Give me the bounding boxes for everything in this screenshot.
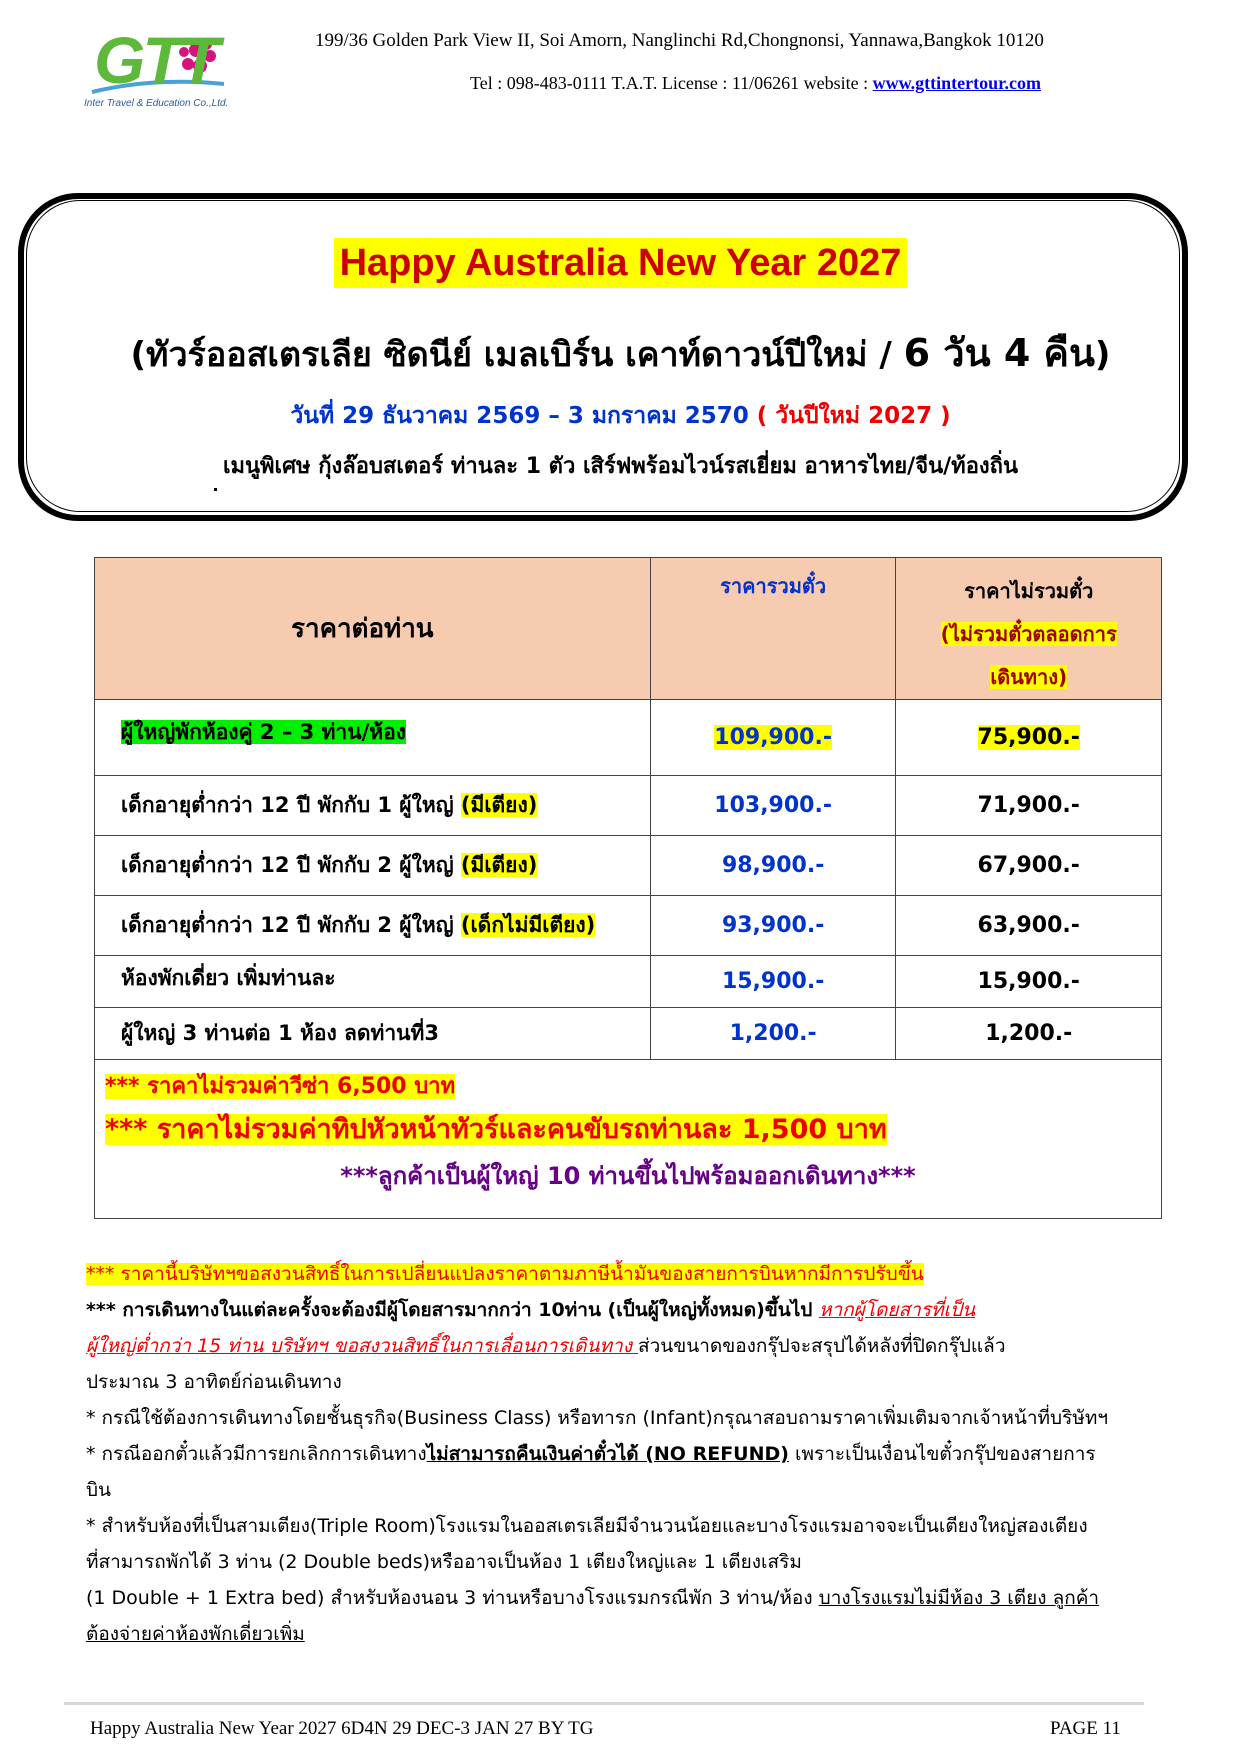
tour-subtitle: (ทัวร์ออสเตรเลีย ซิดนีย์ เมลเบิร์น เคาท์ดาวน์ปีใหม่ / 6 วัน 4 คืน) [130, 331, 1111, 375]
contact-text: Tel : 098-483-0111 T.A.T. License : 11/06261 website : [470, 73, 873, 93]
note-business-class: * กรณีใช้ต้องการเดินทางโดยชั้นธุรกิจ(Business Class) หรือทารก (Infant)กรุณาสอบถามราคาเพิ่มเติมจากเจ้าหน้าที่บริษัทฯ [86, 1407, 1109, 1429]
row-label: ผู้ใหญ่พักห้องคู่ 2 – 3 ท่าน/ห้อง [95, 700, 651, 776]
decorative-dot [214, 488, 217, 491]
table-row [95, 836, 1162, 896]
row-label: เด็กอายุต่ำกว่า 12 ปี พักกับ 2 ผู้ใหญ่ (มีเตียง) [95, 836, 651, 896]
note-fuel-surcharge: *** ราคานี้บริษัทฯขอสงวนสิทธิ์ในการเปลี่ยนแปลงราคาตามภาษีน้ำมันของสายการบินหากมีการปรับขึ้น [86, 1263, 924, 1285]
note-min-passengers: *** การเดินทางในแต่ละครั้งจะต้องมีผู้โดยสารมากกว่า 10ท่าน (เป็นผู้ใหญ่ทั้งหมด)ขึ้นไป หากผู้โดยสารที่เป็น ผู้ใหญ่ต่ำกว่า 15 ท่าน บริษัทฯ ขอสงวนสิทธิ์ในการเลื่อนการเดินทาง ส่วนขนาดของกรุ๊ปจะสรุปได้หลังที่ปิดกรุ๊ปแล้ว ประมาณ 3 อาทิตย์ก่อนเดินทาง [86, 1299, 1006, 1393]
row-price-excl: 67,900.- [896, 836, 1162, 896]
logo-subtext: Inter Travel & Education Co.,Ltd. [84, 98, 229, 109]
row-price-excl: 15,900.- [896, 956, 1162, 1008]
row-price-excl: 71,900.- [896, 776, 1162, 836]
company-contact [470, 73, 1041, 94]
table-row [95, 776, 1162, 836]
table-row [95, 896, 1162, 956]
tour-title: Happy Australia New Year 2027 [0, 242, 1241, 285]
tour-dates: วันที่ 29 ธันวาคม 2569 – 3 มกราคม 2570 ( วันปีใหม่ 2027 ) [290, 403, 951, 429]
row-price-incl: 93,900.- [650, 896, 896, 956]
footer-tour-code: Happy Australia New Year 2027 6D4N 29 DEC-3 JAN 27 BY TG [90, 1718, 594, 1739]
company-address: 199/36 Golden Park View II, Soi Amorn, Nanglinchi Rd,Chongnonsi, Yannawa,Bangkok 10120 [315, 30, 1044, 51]
row-price-incl: 109,900.- [650, 700, 896, 776]
row-price-excl: 75,900.- [896, 700, 1162, 776]
row-label: ผู้ใหญ่ 3 ท่านต่อ 1 ห้อง ลดท่านที่3 [95, 1008, 651, 1060]
table-row [95, 1008, 1162, 1060]
terms-notes [86, 1256, 1176, 1652]
row-label: ห้องพักเดี่ยว เพิ่มท่านละ [95, 956, 651, 1008]
row-price-excl: 63,900.- [896, 896, 1162, 956]
table-notes-row [95, 1060, 1162, 1219]
note-group-size: ***ลูกค้าเป็นผู้ใหญ่ 10 ท่านขึ้นไปพร้อมออกเดินทาง*** [340, 1162, 916, 1190]
row-price-incl: 103,900.- [650, 776, 896, 836]
row-price-incl: 1,200.- [650, 1008, 896, 1060]
header-price-incl-ticket: ราคารวมตั๋ว [650, 558, 896, 700]
price-table [94, 557, 1162, 1219]
note-triple-room: * สำหรับห้องที่เป็นสามเตียง(Triple Room)โรงแรมในออสเตรเลียมีจำนวนน้อยและบางโรงแรมอาจจะเป็นเตียงใหญ่สองเตียง ที่สามารถพักได้ 3 ท่าน (2 Double beds)หรืออาจเป็นห้อง 1 เตียงใหญ่และ 1 เตียงเสริม (1 Double + 1 Extra bed) สำหรับห้องนอน 3 ท่านหรือบางโรงแรมกรณีพัก 3 ท่าน/ห้อง บางโรงแรมไม่มีห้อง 3 เตียง ลูกค้า ต้องจ่ายค่าห้องพักเดี่ยวเพิ่ม [86, 1515, 1100, 1645]
row-price-incl: 98,900.- [650, 836, 896, 896]
row-label: เด็กอายุต่ำกว่า 12 ปี พักกับ 2 ผู้ใหญ่ (เด็กไม่มีเตียง) [95, 896, 651, 956]
website-link[interactable]: www.gttintertour.com [872, 73, 1041, 93]
company-logo [84, 22, 234, 114]
row-price-excl: 1,200.- [896, 1008, 1162, 1060]
table-row [95, 956, 1162, 1008]
table-notes [95, 1060, 1162, 1219]
header-price-per-person: ราคาต่อท่าน [95, 558, 651, 700]
note-no-refund: * กรณีออกตั๋วแล้วมีการยกเลิกการเดินทางไม่สามารถคืนเงินค่าตั๋วได้ (NO REFUND) เพราะเป็นเงื่อนไขตั๋วกรุ๊ปของสายการ บิน [86, 1443, 1096, 1501]
header-price-excl-ticket: ราคาไม่รวมตั๋ว (ไม่รวมตั๋วตลอดการ เดินทาง) [896, 558, 1162, 700]
row-label: เด็กอายุต่ำกว่า 12 ปี พักกับ 1 ผู้ใหญ่ (มีเตียง) [95, 776, 651, 836]
page-number: PAGE 11 [1050, 1718, 1121, 1739]
table-row [95, 700, 1162, 776]
footer-divider [64, 1702, 1144, 1705]
note-visa: *** ราคาไม่รวมค่าวีซ่า 6,500 บาท [105, 1074, 456, 1099]
row-price-incl: 15,900.- [650, 956, 896, 1008]
logo-text: GTT [94, 23, 217, 97]
note-tip: *** ราคาไม่รวมค่าทิปหัวหน้าทัวร์และคนขับรถท่านละ 1,500 บาท [105, 1114, 887, 1145]
tour-menu-highlight: เมนูพิเศษ กุ้งล๊อบสเตอร์ ท่านละ 1 ตัว เสิร์ฟพร้อมไวน์รสเยี่ยม อาหารไทย/จีน/ท้องถิ่น [222, 454, 1019, 479]
table-header-row [95, 558, 1162, 700]
